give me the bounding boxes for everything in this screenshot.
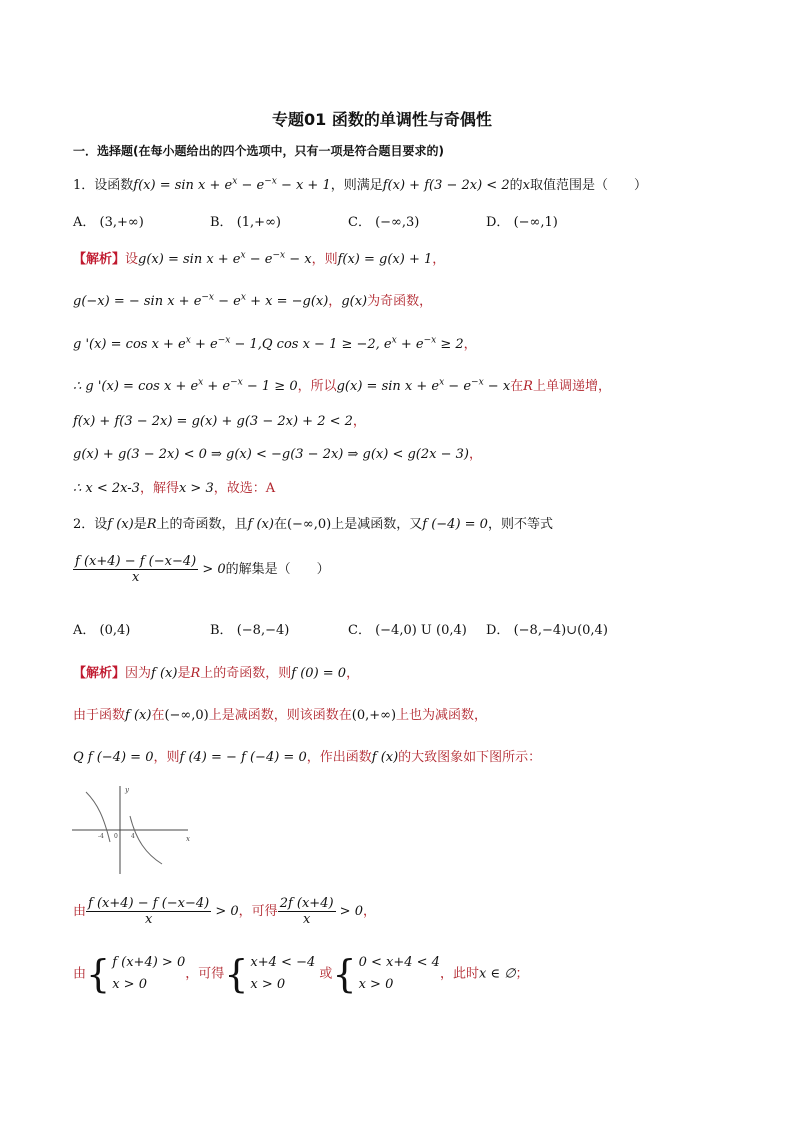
q1-solution-line-4: ∴ g '$(x) = \cos x + e^x + e^{-x} - 1 \ge 0$，所以$g(x) = \sin x + e^x - e^{-x} - x$在R上单调递增， [73,377,611,394]
q2-solution-line-2: 由于函数f (x)在(−∞,0)上是减函数，则该函数在(0,+∞)上也为减函数， [73,708,488,723]
origin-label: 0 [114,833,118,840]
y-axis-label: y [125,786,129,794]
solution-tag: 【解析】 [73,666,126,681]
right-branch-curve [130,816,162,864]
q1-solution-line-2: g(−x) = − $\sin x + e^{-x} - e^x + x = -g(x)$，g(x)为奇函数， [73,292,433,309]
q2-option-c: C． (−4,0) U (0,4) [348,623,467,638]
q1-solution-line-7: ∴ x < 2x-3，解得x > 3，故选：A [73,481,276,496]
solution-fraction-2: $\frac{2f (x+4)}{x}$ [279,896,334,927]
x-axis-label: x [186,835,190,843]
q1-solution-line-3: g '$(x) = \cos x + e^x + e^{-x} - 1,Q$ cos x − 1 ≥ −2, $e^x + e^{-x} \ge 2$， [73,335,477,352]
system-2: x+4 < −4 x > 0 [250,955,316,992]
system-brace: { [332,952,357,996]
q1-option-d: D． (−∞,1) [486,215,558,230]
page-title: 专题01 函数的单调性与奇偶性 [272,110,492,129]
solution-tag: 【解析】 [73,252,126,267]
question-1-stem: 1．设函数$f(x) = \sin x + e^x - e^{-x} - x + 1$，则满足f(x) + f(3 − 2x) < 2的x取值范围是（ ） [73,176,647,193]
system-3: 0 < x+4 < 4 x > 0 [358,955,440,992]
pos4-label: 4 [131,833,135,840]
q1-option-c: C． (−∞,3) [348,215,420,230]
neg4-label: -4 [98,833,104,840]
q1-solution-line-1: 【解析】设$g(x) = \sin x + e^x - e^{-x} - x$，则f(x) = g(x) + 1， [73,250,446,267]
q1-option-a: A． (3,+∞) [73,215,144,230]
system-brace: { [86,952,111,996]
solution-fraction-1: $\frac{f (x+4) - f (-x-4)}{x}$ [88,896,210,927]
q2-option-d: D． (−8,−4)∪(0,4) [486,623,608,638]
q2-solution-line-3: Q f (−4) = 0，则f (4) = − f (−4) = 0，作出函数f (x)的大致图象如下图所示： [73,750,542,765]
section-heading: 一．选择题(在每小题给出的四个选项中，只有一项是符合题目要求的) [73,144,444,158]
q1-solution-line-5: f(x) + f(3 − 2x) = g(x) + g(3 − 2x) + 2 < 2， [73,414,366,429]
system-1: f (x+4) > 0 x > 0 [112,955,186,992]
q2-option-b: B． (−8,−4) [210,623,290,638]
question-2-stem: 2．设f (x)是R上的奇函数，且f (x)在(−∞,0)上是减函数，又f (−4) = 0，则不等式 [73,517,553,532]
inequality-fraction: $\frac{f (x+4) - f (-x-4)}{x}$ [75,554,197,585]
function-sketch-graph [70,782,194,878]
q1-solution-line-6: g(x) + g(3 − 2x) < 0 ⇒ g(x) < −g(3 − 2x) ⇒ g(x) < g(2x − 3)， [73,447,483,462]
q2-option-a: A． (0,4) [73,623,131,638]
q2-solution-line-1: 【解析】因为f (x)是R上的奇函数，则f (0) = 0， [73,666,360,681]
q2-solution-line-5: 由{ f (x+4) > 0 x > 0 ，可得{ x+4 < −4 x > 0 或{ 0 < x+4 < 4 x > 0 ，此时x ∈ ∅； [73,952,529,996]
q1-option-b: B． (1,+∞) [210,215,281,230]
q2-solution-line-4: 由 $\frac{f (x+4) - f (-x-4)}{x}$ > 0，可得 $\frac{2f (x+4)}{x}$ > 0， [73,896,376,927]
question-2-inequality: $\frac{f (x+4) - f (-x-4)}{x}$ > 0的解集是（ ） [75,554,330,585]
system-brace: { [224,952,249,996]
